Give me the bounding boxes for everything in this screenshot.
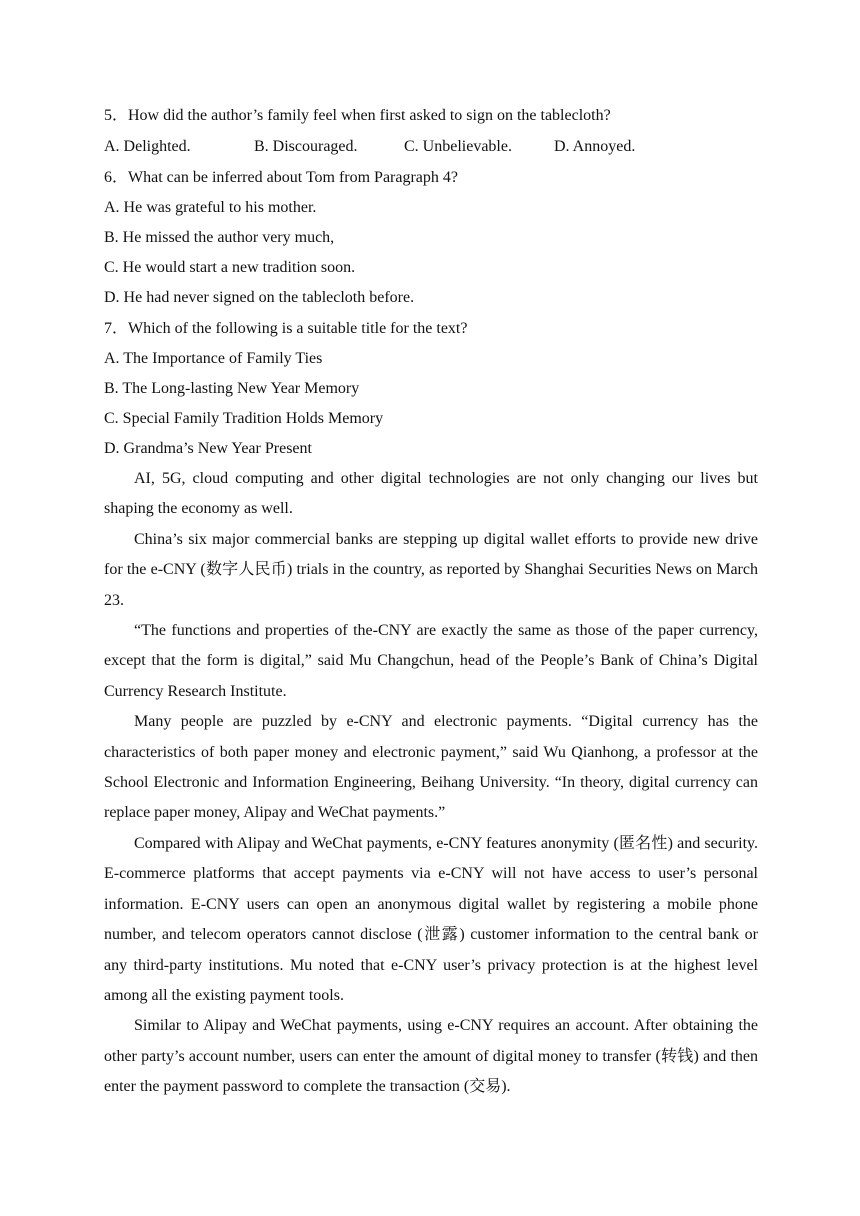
question-5-option-b: B. Discouraged. xyxy=(254,138,358,155)
passage-paragraph-2: China’s six major commercial banks are stepping up digital wallet efforts to provide new drive for the e-CNY (数字人民币) trials in the country, as reported by Shanghai Securities News on March 23. xyxy=(104,530,758,609)
question-6-option-a: A. He was grateful to his mother. xyxy=(104,199,317,216)
question-5-option-c: C. Unbelievable. xyxy=(404,138,512,155)
question-7-stem: 7．Which of the following is a suitable title for the text? xyxy=(104,320,468,337)
document-page xyxy=(104,100,758,1103)
question-5-stem: 5．How did the author’s family feel when first asked to sign on the tablecloth? xyxy=(104,107,611,124)
question-5-option-a: A. Delighted. xyxy=(104,138,191,155)
passage-paragraph-5: Compared with Alipay and WeChat payments, e-CNY features anonymity (匿名性) and security. E-commerce platforms that accept payments via e-CNY will not have access to user’s personal information. E-CNY users can open an anonymous digital wallet by registering a mobile phone number, and telecom operators cannot disclose (泄露) customer information to the central bank or any third-party institutions. Mu noted that e-CNY user’s privacy protection is at the highest level among all the existing payment tools. xyxy=(104,834,758,1004)
question-6-option-c: C. He would start a new tradition soon. xyxy=(104,259,356,276)
question-5-options xyxy=(104,131,758,162)
question-7-option-d: D. Grandma’s New Year Present xyxy=(104,440,312,457)
question-7-option-a: A. The Importance of Family Ties xyxy=(104,350,323,367)
question-6-option-d: D. He had never signed on the tablecloth before. xyxy=(104,289,415,306)
question-6-stem: 6．What can be inferred about Tom from Paragraph 4? xyxy=(104,169,459,186)
passage-paragraph-4: Many people are puzzled by e-CNY and electronic payments. “Digital currency has the characteristics of both paper money and electronic payment,” said Wu Qianhong, a professor at the School Electronic and Information Engineering, Beihang University. “In theory, digital currency can replace paper money, Alipay and WeChat payments.” xyxy=(104,713,758,822)
question-5-option-d: D. Annoyed. xyxy=(554,138,636,155)
passage-paragraph-3: “The functions and properties of the-CNY are exactly the same as those of the paper currency, except that the form is digital,” said Mu Changchun, head of the People’s Bank of China’s Digital Currency Research Institute. xyxy=(104,622,758,700)
question-6-option-b: B. He missed the author very much, xyxy=(104,229,335,246)
passage-paragraph-6: Similar to Alipay and WeChat payments, using e-CNY requires an account. After obtaining the other party’s account number, users can enter the amount of digital money to transfer (转钱) and then enter the payment password to complete the transaction (交易). xyxy=(104,1017,758,1096)
question-7-option-b: B. The Long-lasting New Year Memory xyxy=(104,380,360,397)
question-7-option-c: C. Special Family Tradition Holds Memory xyxy=(104,410,384,427)
passage-paragraph-1: AI, 5G, cloud computing and other digital technologies are not only changing our lives but shaping the economy as well. xyxy=(104,470,758,518)
